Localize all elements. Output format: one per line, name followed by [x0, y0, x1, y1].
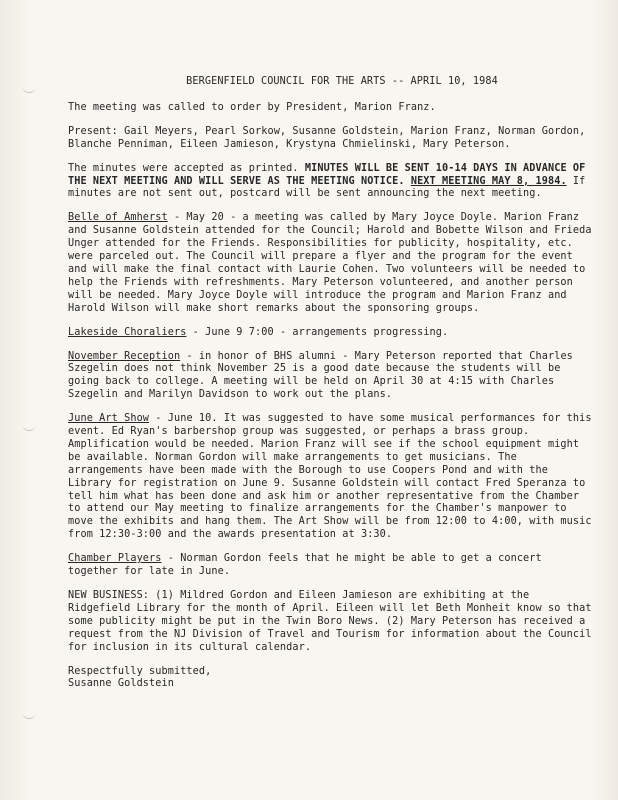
agenda-item-heading: June Art Show [68, 413, 150, 425]
agenda-item-text: - May 20 - a meeting was called by Mary Joyce Doyle. Marion Franz and Susanne Goldstein attended for the Council; Harold and Bobette Wilson and Frieda Unger attended for the Friends. Responsibilities for publicity, hospitality, etc. were parceled out. The Council will prepare a flyer and the program for the event and will make the final contact with Laurie Cohen. Two volunteers will be needed to help the Friends with refreshments. Mary Peterson volunteered, and another person will be needed. Mary Joyce Doyle will introduce the program and Marion Franz and Harold Wilson will make short remarks about the sponsoring groups. [68, 212, 592, 314]
postcard-note: If minutes are not sent out, postcard will be sent announcing the next meeting. [68, 175, 586, 200]
agenda-item-belle-of-amherst [68, 212, 596, 315]
minutes-paragraph [68, 163, 596, 202]
agenda-item-heading: Lakeside Choraliers [68, 326, 187, 338]
agenda-item-june-art-show [68, 413, 596, 542]
new-business: NEW BUSINESS: (1) Mildred Gordon and Eileen Jamieson are exhibiting at the Ridgefield Library for the month of April. Eileen will let Beth Monheit know so that some publicity might be put in the Twin Boro News. (2) Mary Peterson has received a request from the NJ Division of Travel and Tourism for information about the Council for inclusion in its cultural calendar. [68, 590, 592, 653]
agenda-item-heading: Belle of Amherst [68, 212, 168, 224]
signer-name: Susanne Goldstein [68, 678, 174, 690]
binder-hole-mark [22, 710, 36, 719]
next-meeting-date: NEXT MEETING MAY 8, 1984. [410, 175, 567, 187]
agenda-item-heading: November Reception [68, 350, 181, 362]
agenda-item-text: - June 9 7:00 - arrangements progressing. [186, 326, 449, 338]
agenda-item-lakeside-choraliers [68, 327, 596, 340]
document-title: BERGENFIELD COUNCIL FOR THE ARTS -- APRIL 10, 1984 [186, 76, 498, 87]
binder-hole-mark [22, 422, 36, 431]
agenda-item-chamber-players [68, 553, 596, 579]
agenda-item-text: - in honor of BHS alumni - Mary Peterson reported that Charles Szegelin does not think November 25 is a good date because the students will be going back to college. A meeting will be held on April 30 at 4:15 with Charles Szegelin and Marilyn Davidson to work out the plans. [68, 350, 573, 401]
attendance-list: Present: Gail Meyers, Pearl Sorkow, Susanne Goldstein, Marion Franz, Norman Gordon, Blanche Penniman, Eileen Jamieson, Krystyna Chmielinski, Mary Peterson. [68, 125, 586, 150]
closing-line: Respectfully submitted, [68, 665, 212, 677]
agenda-item-text: - June 10. It was suggested to have some musical performances for this event. Ed Ryan's barbershop group was suggested, or perhaps a brass group. Amplification would be needed. Marion Franz will see if the school equipment might be available. Norman Gordon will make arrangements to get musicians. The arrangements have been made with the Borough to use Coopers Pond and with the Library for registration on June 9. Susanne Goldstein will contact Fred Speranza to tell him what has been done and ask him or another representative from the Chamber to attend our May meeting to finalize arrangements for the Chamber's manpower to move the exhibits and hang them. The Art Show will be from 12:00 to 4:00, with music from 12:30-3:00 and the awards presentation at 3:30. [68, 413, 592, 541]
binder-hole-mark [22, 84, 36, 93]
minutes-document [68, 76, 596, 691]
agenda-item-heading: Chamber Players [68, 553, 162, 565]
minutes-notice-text: MINUTES WILL BE SENT 10-14 DAYS IN ADVANCE OF THE NEXT MEETING AND WILL SERVE AS THE MEETING NOTICE. [68, 162, 586, 187]
minutes-accepted-text: The minutes were accepted as printed. [68, 162, 305, 174]
agenda-item-text: - Norman Gordon feels that he might be able to get a concert together for late in June. [68, 553, 542, 578]
agenda-item-november-reception [68, 351, 596, 403]
call-to-order: The meeting was called to order by President, Marion Franz. [68, 101, 436, 113]
